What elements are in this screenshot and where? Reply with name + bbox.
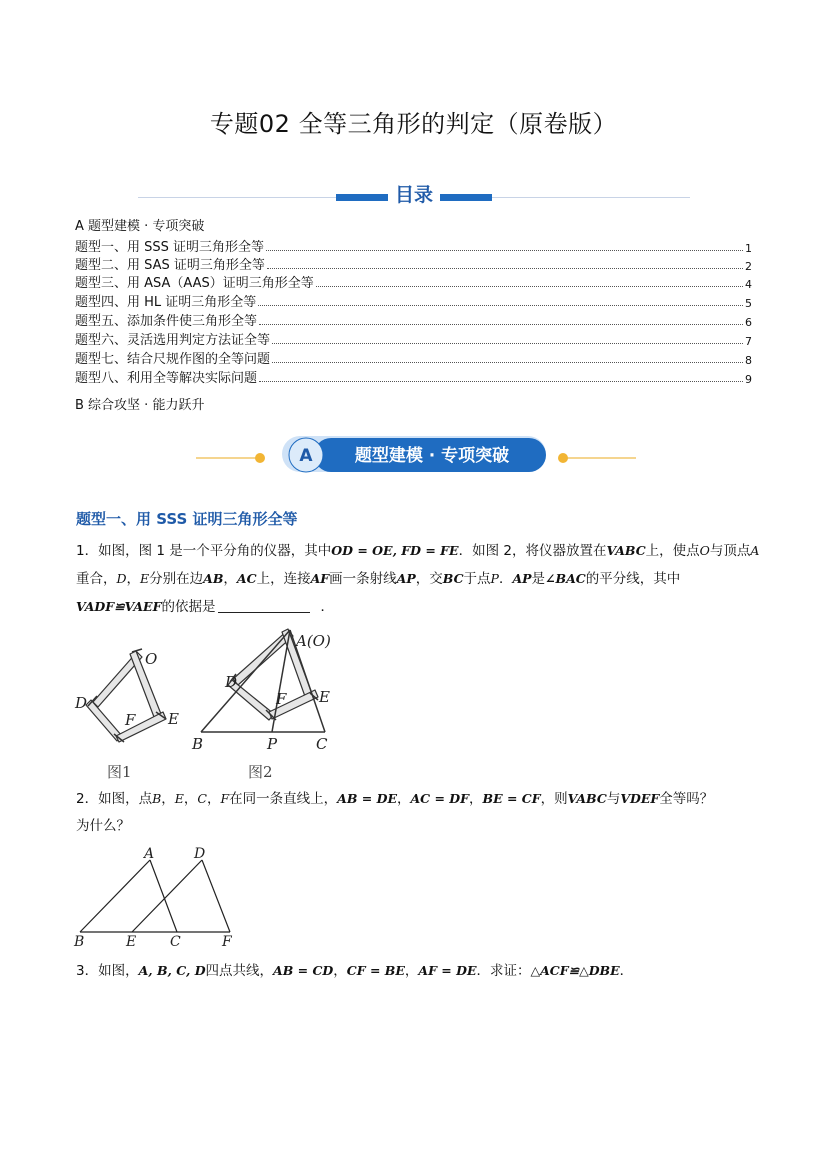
- q1-text: 与顶点: [709, 543, 751, 559]
- fig2-label-d: D: [225, 673, 238, 691]
- fig2-label-a: A(O): [296, 632, 331, 650]
- toc-item-page: 5: [745, 297, 752, 310]
- q1-text: 画一条射线: [329, 571, 397, 587]
- toc-section-a[interactable]: A 题型建模 · 专项突破: [75, 219, 205, 234]
- q1-text: 是: [531, 571, 546, 587]
- fig3-side-de: [132, 860, 202, 932]
- q1-text: 的平分线，其中: [585, 571, 681, 587]
- q1-text: 上，连接: [256, 571, 311, 587]
- toc-item-page: 2: [745, 260, 752, 273]
- toc-heading: 目录: [388, 180, 440, 207]
- q2-text: 全等吗？: [659, 791, 714, 807]
- q2-text: ，: [161, 791, 175, 807]
- q2-text: 如图，点: [98, 791, 153, 807]
- fig3-label-e: E: [126, 934, 137, 950]
- q3-text: ，: [404, 963, 419, 979]
- fig1-caption: 图1: [107, 763, 132, 781]
- fig1-label-o: O: [145, 650, 158, 668]
- q1-math: AB: [203, 571, 224, 586]
- q1-math: AP: [396, 571, 416, 586]
- banner-dot-right: [558, 453, 568, 463]
- q1-text: 的依据是: [161, 599, 216, 615]
- banner-dot-left: [255, 453, 265, 463]
- fig3-side-ac: [150, 860, 177, 932]
- q3-text: ．: [619, 963, 634, 979]
- toc-item-label: 题型二、用 SAS 证明三角形全等: [75, 258, 265, 273]
- toc-item-page: 7: [745, 335, 752, 348]
- toc-item-page: 6: [745, 316, 752, 329]
- q1-text: 上，使点: [645, 543, 700, 559]
- toc-item-label: 题型四、用 HL 证明三角形全等: [75, 295, 257, 310]
- q1-math: BC: [442, 571, 464, 586]
- q3-math: AB = CD: [273, 963, 334, 978]
- fig2-caption: 图2: [248, 763, 273, 781]
- fig3-label-d: D: [194, 846, 206, 862]
- toc-item-label: 题型八、利用全等解决实际问题: [75, 371, 258, 386]
- q1-math: AP: [512, 571, 532, 586]
- q1-number: 1．: [76, 543, 99, 559]
- toc-leader: [267, 268, 743, 269]
- toc-leader: [266, 250, 743, 251]
- toc-leader: [259, 324, 743, 325]
- figure-1-2: [70, 624, 370, 784]
- toc-item[interactable]: [75, 292, 752, 310]
- fig2-label-e: E: [319, 688, 330, 706]
- fig3-label-a: A: [144, 846, 155, 862]
- q2-math: AB = DE: [337, 791, 397, 806]
- q2-text: ，: [206, 791, 221, 807]
- q2-text: 与: [606, 791, 621, 807]
- q1-text: 分别在边: [149, 571, 204, 587]
- q1-text: ，: [223, 571, 237, 587]
- q2-math: VDEF: [620, 791, 660, 806]
- toc-leader: [259, 381, 743, 382]
- q2-text: 在同一条直线上，: [229, 791, 338, 807]
- q3-text: ．求证：: [476, 963, 531, 979]
- q1-math: AC: [236, 571, 257, 586]
- q1-math: AF: [310, 571, 330, 586]
- banner-text: 题型建模 · 专项突破: [354, 446, 510, 466]
- section-banner: [196, 430, 636, 478]
- q2-number: 2．: [76, 791, 99, 807]
- q1-text: 重合，: [76, 571, 117, 587]
- fig2-label-b: B: [192, 735, 204, 753]
- q2-text: 为什么？: [76, 818, 130, 834]
- q2-math: AC = DF: [410, 791, 470, 806]
- banner-letter: A: [299, 446, 313, 466]
- q3-number: 3．: [76, 963, 99, 979]
- q1-math: O: [699, 543, 710, 558]
- section-1-title: 题型一、用 SSS 证明三角形全等: [76, 510, 298, 528]
- toc-item-page: 1: [745, 242, 752, 255]
- q2-text: ，: [183, 791, 198, 807]
- fig1-bar-fe: [116, 712, 166, 742]
- q1-math: VABC: [606, 543, 646, 558]
- fig2-label-f: F: [276, 690, 287, 708]
- page-title: 专题02 全等三角形的判定（原卷版）: [209, 110, 618, 138]
- q1-math: P: [490, 571, 499, 586]
- toc-item[interactable]: [75, 368, 752, 386]
- fig3-side-ab: [80, 860, 150, 932]
- q2-math: F: [220, 791, 230, 806]
- fig3-label-f: F: [222, 934, 232, 950]
- q1-text: ．: [498, 571, 513, 587]
- fig3-label-b: B: [74, 934, 85, 950]
- toc-item-label: 题型一、用 SSS 证明三角形全等: [75, 240, 265, 255]
- q3-text: ，: [333, 963, 347, 979]
- figure-3: [70, 842, 250, 952]
- toc-item-page: 8: [745, 354, 752, 367]
- toc-item[interactable]: [75, 255, 752, 273]
- answer-blank[interactable]: [218, 598, 310, 613]
- toc-item[interactable]: [75, 349, 752, 367]
- toc-item[interactable]: [75, 273, 752, 291]
- q1-math: OD = OE, FD = FE: [331, 543, 459, 558]
- q3-math: AF = DE: [418, 963, 477, 978]
- q2-text: ，: [469, 791, 483, 807]
- question-2: [76, 785, 760, 840]
- toc-item[interactable]: [75, 311, 752, 329]
- fig3-label-c: C: [170, 934, 181, 950]
- q1-text: ．如图 2，将仪器放置在: [458, 543, 607, 559]
- fig1-bar-df: [86, 700, 122, 741]
- q2-math: BE = CF: [482, 791, 541, 806]
- toc-item-label: 题型七、结合尺规作图的全等问题: [75, 352, 271, 367]
- q3-math: △ACF≌△DBE: [530, 963, 620, 978]
- q2-math: E: [174, 791, 184, 806]
- q2-text: ，则: [540, 791, 568, 807]
- fig2-label-c: C: [316, 735, 328, 753]
- toc-section-b[interactable]: B 综合攻坚 · 能力跃升: [75, 398, 205, 413]
- toc-item-page: 9: [745, 373, 752, 386]
- toc-accent-left: [336, 194, 392, 201]
- q1-text: ，: [126, 571, 141, 587]
- q3-math: A, B, C, D: [138, 963, 206, 978]
- q1-math: ∠BAC: [545, 571, 586, 586]
- q1-math: A: [750, 543, 760, 558]
- fig1-label-e: E: [168, 710, 179, 728]
- q1-math: E: [140, 571, 150, 586]
- toc-item-page: 4: [745, 278, 752, 291]
- fig2-label-p: P: [267, 735, 278, 753]
- q1-text: ，交: [415, 571, 443, 587]
- toc-leader: [272, 343, 743, 344]
- q1-text: ．: [320, 599, 334, 615]
- q1-math: D: [116, 571, 127, 586]
- toc-leader: [316, 286, 743, 287]
- toc-header: [138, 178, 690, 208]
- q3-math: CF = BE: [346, 963, 405, 978]
- q3-text: 四点共线，: [205, 963, 274, 979]
- q2-math: C: [197, 791, 207, 806]
- toc-accent-right: [436, 194, 492, 201]
- toc-item[interactable]: [75, 237, 752, 255]
- q1-text: 于点: [463, 571, 491, 587]
- q2-text: ，: [396, 791, 411, 807]
- fig1-label-d: D: [75, 694, 88, 712]
- q1-text: 如图，图 1 是一个平分角的仪器，其中: [98, 543, 332, 559]
- q3-text: 如图，: [98, 963, 139, 979]
- question-3: [76, 957, 760, 985]
- toc-item-label: 题型五、添加条件使三角形全等: [75, 314, 258, 329]
- fig3-side-df: [202, 860, 230, 932]
- question-1: [76, 537, 760, 621]
- toc-leader: [272, 362, 743, 363]
- toc-item-label: 题型六、灵活选用判定方法证全等: [75, 333, 271, 348]
- toc-leader: [258, 305, 743, 306]
- toc-item-label: 题型三、用 ASA（AAS）证明三角形全等: [75, 276, 314, 291]
- fig1-label-f: F: [125, 711, 136, 729]
- q2-math: B: [152, 791, 162, 806]
- toc-item[interactable]: [75, 330, 752, 348]
- q2-math: VABC: [567, 791, 607, 806]
- q1-math: VADF≌VAEF: [76, 599, 162, 614]
